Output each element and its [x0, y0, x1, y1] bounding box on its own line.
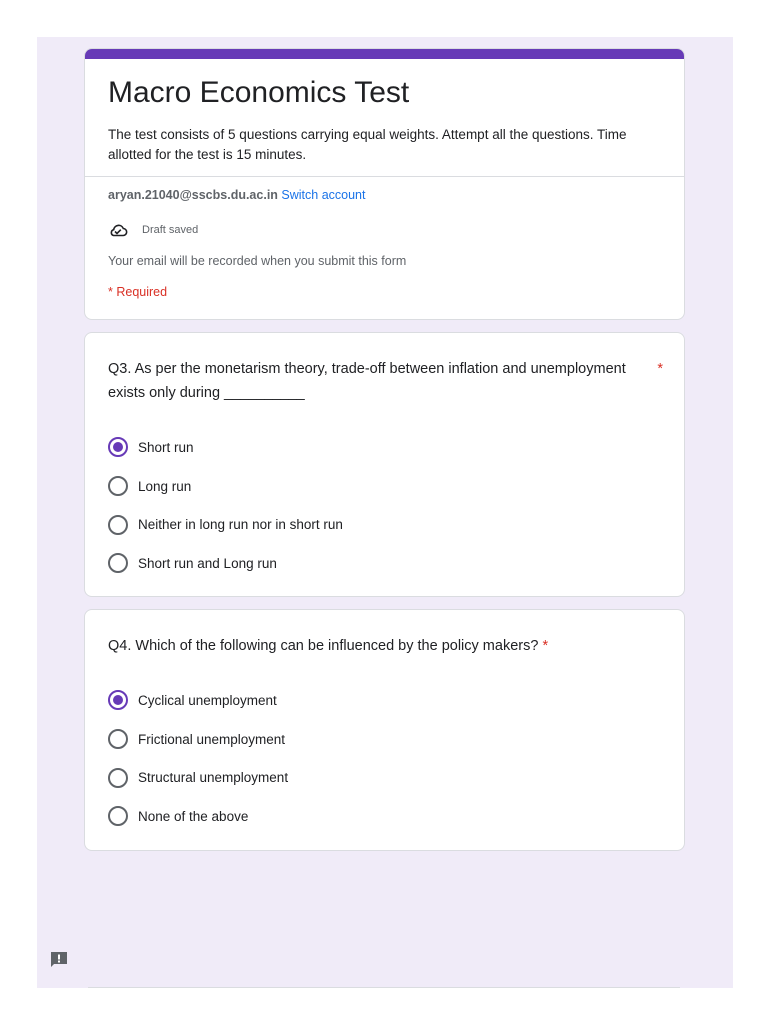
radio-button[interactable] [108, 515, 128, 535]
radio-button[interactable] [108, 729, 128, 749]
radio-button[interactable] [108, 806, 128, 826]
feedback-icon [49, 950, 69, 970]
draft-status [108, 221, 198, 239]
option-short-run[interactable] [108, 428, 343, 467]
question-card-q4 [84, 609, 685, 851]
option-list [108, 428, 343, 583]
switch-account-link[interactable]: Switch account [281, 188, 366, 202]
option-none[interactable] [108, 797, 288, 836]
option-label: Short run and Long run [138, 555, 277, 571]
radio-button[interactable] [108, 690, 128, 710]
option-label: Long run [138, 478, 192, 494]
question-title [108, 357, 668, 405]
feedback-button[interactable] [49, 950, 69, 970]
email-notice: Your email will be recorded when you submit this form [108, 254, 407, 268]
question-text: Q3. As per the monetarism theory, trade-off between inflation and unemployment exists only during __________ [108, 361, 626, 401]
account-email: aryan.21040@sscbs.du.ac.in [108, 188, 278, 202]
draft-status-label: Draft saved [142, 224, 199, 236]
option-label: Short run [138, 439, 194, 455]
option-label: None of the above [138, 808, 249, 824]
option-label: Frictional unemployment [138, 731, 286, 747]
form-description: The test consists of 5 questions carrying equal weights. Attempt all the questions. Time allotted for the test is 15 minutes. [108, 127, 627, 162]
option-neither[interactable] [108, 505, 343, 544]
option-label: Cyclical unemployment [138, 692, 277, 708]
account-row [108, 187, 365, 203]
option-long-run[interactable] [108, 467, 343, 506]
option-list [108, 681, 288, 836]
header-divider [85, 176, 684, 177]
radio-button[interactable] [108, 553, 128, 573]
required-asterisk: * [542, 638, 549, 654]
form-title: Macro Economics Test [108, 76, 410, 109]
question-title [108, 634, 668, 658]
option-label: Neither in long run nor in short run [138, 517, 343, 533]
radio-button[interactable] [108, 768, 128, 788]
required-asterisk: * [657, 361, 663, 377]
option-label: Structural unemployment [138, 770, 289, 786]
radio-button[interactable] [108, 437, 128, 457]
cloud-check-icon [108, 222, 128, 238]
option-structural[interactable] [108, 758, 288, 797]
option-short-and-long-run[interactable] [108, 544, 343, 583]
question-text: Q4. Which of the following can be influenced by the policy makers? [108, 638, 539, 654]
option-frictional[interactable] [108, 720, 288, 759]
header-accent-bar [85, 49, 684, 59]
form-header-card [84, 48, 685, 320]
bottom-divider [88, 987, 680, 988]
radio-button[interactable] [108, 476, 128, 496]
question-card-q3 [84, 332, 685, 597]
option-cyclical[interactable] [108, 681, 288, 720]
required-note: * Required [108, 285, 168, 299]
